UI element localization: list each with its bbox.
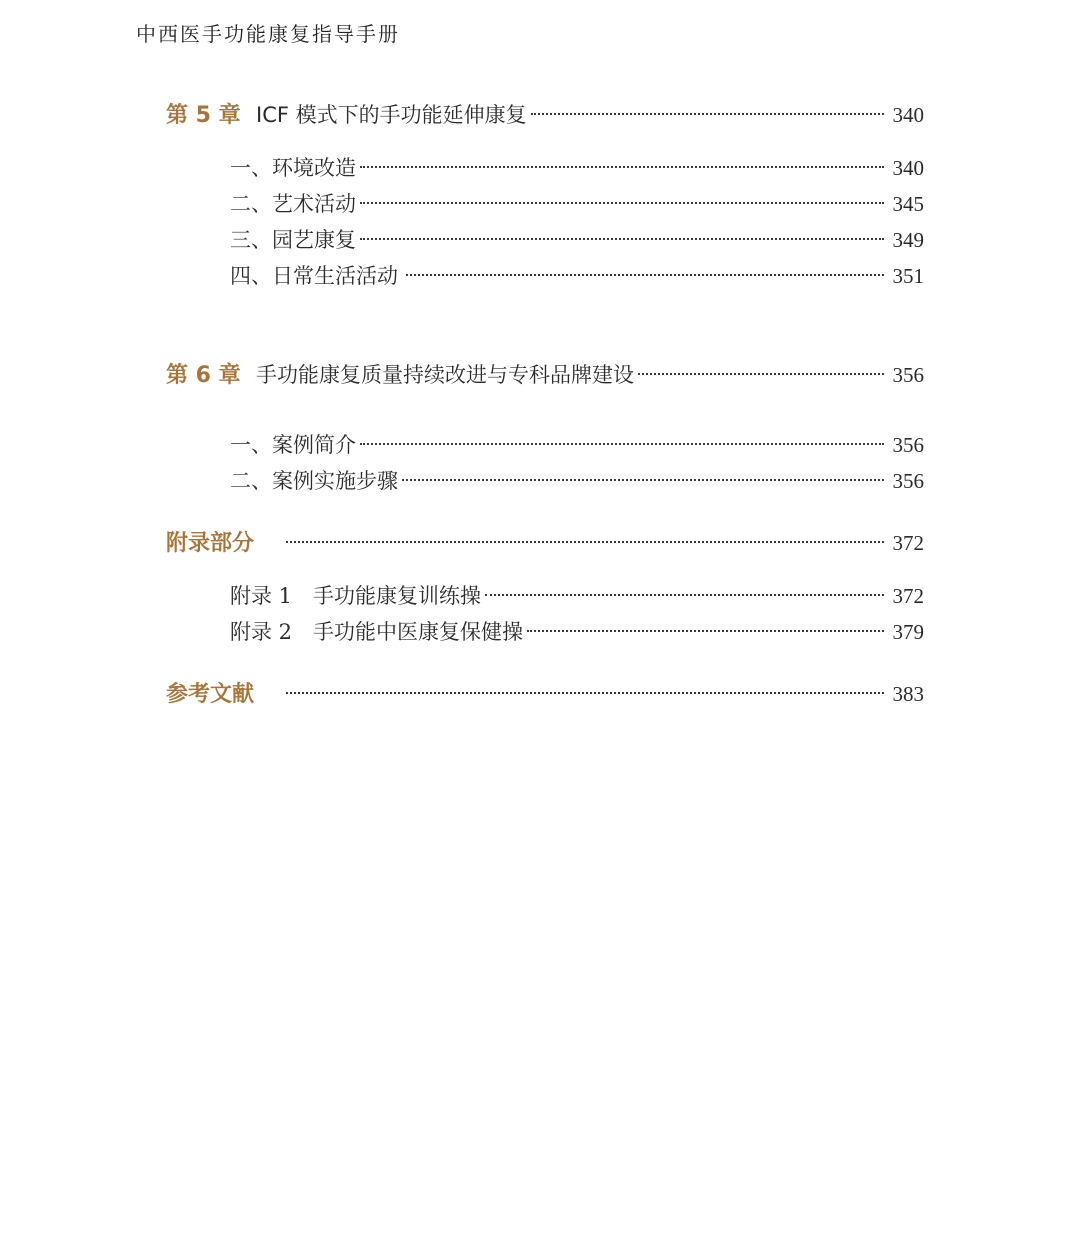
section-title: 一、环境改造 — [230, 156, 356, 180]
dot-leader — [286, 541, 884, 543]
toc-section[interactable] — [230, 616, 924, 648]
toc-section[interactable] — [230, 188, 924, 220]
dot-leader — [360, 202, 884, 204]
running-header: 中西医手功能康复指导手册 — [136, 22, 400, 46]
page-number: 349 — [892, 228, 924, 252]
page-number: 372 — [892, 584, 924, 608]
toc-section[interactable] — [230, 152, 924, 184]
dot-leader — [360, 166, 884, 168]
page-number: 356 — [892, 469, 924, 493]
chapter-number-label: 第 5 章 — [166, 103, 241, 128]
page-number: 340 — [892, 103, 924, 127]
page-number: 372 — [892, 531, 924, 555]
dot-leader — [531, 113, 884, 115]
page-number: 356 — [892, 363, 924, 387]
toc-section[interactable] — [230, 429, 924, 461]
dot-leader — [286, 692, 884, 694]
toc-section[interactable] — [230, 580, 924, 612]
chapter-number-label: 第 6 章 — [166, 363, 241, 388]
toc-section[interactable] — [230, 260, 924, 292]
page-number: 356 — [892, 433, 924, 457]
section-title: 一、案例简介 — [230, 433, 356, 457]
section-title: 附录 2 手功能中医康复保健操 — [230, 620, 524, 644]
toc-section[interactable] — [230, 465, 924, 497]
page-number: 340 — [892, 156, 924, 180]
chapter-title: ICF 模式下的手功能延伸康复 — [256, 103, 527, 127]
section-title: 二、案例实施步骤 — [230, 469, 398, 493]
toc-appendix[interactable] — [166, 527, 924, 559]
appendix-label: 附录部分 — [166, 531, 255, 556]
toc-chapter-5[interactable] — [166, 99, 924, 131]
section-title: 附录 1 手功能康复训练操 — [230, 584, 482, 608]
references-label: 参考文献 — [166, 682, 255, 707]
page-number: 345 — [892, 192, 924, 216]
dot-leader — [360, 238, 884, 240]
dot-leader — [638, 373, 884, 375]
toc-chapter-6[interactable] — [166, 359, 924, 391]
page-number: 351 — [892, 264, 924, 288]
chapter-title: 手功能康复质量持续改进与专科品牌建设 — [256, 363, 634, 387]
dot-leader — [527, 630, 884, 632]
toc-references[interactable] — [166, 678, 924, 710]
dot-leader — [406, 274, 884, 276]
section-title: 三、园艺康复 — [230, 228, 356, 252]
page-number: 379 — [892, 620, 924, 644]
dot-leader — [402, 479, 884, 481]
dot-leader — [485, 594, 884, 596]
page-number: 383 — [892, 682, 924, 706]
dot-leader — [360, 443, 884, 445]
section-title: 二、艺术活动 — [230, 192, 356, 216]
section-title: 四、日常生活活动 — [230, 264, 398, 288]
toc-section[interactable] — [230, 224, 924, 256]
